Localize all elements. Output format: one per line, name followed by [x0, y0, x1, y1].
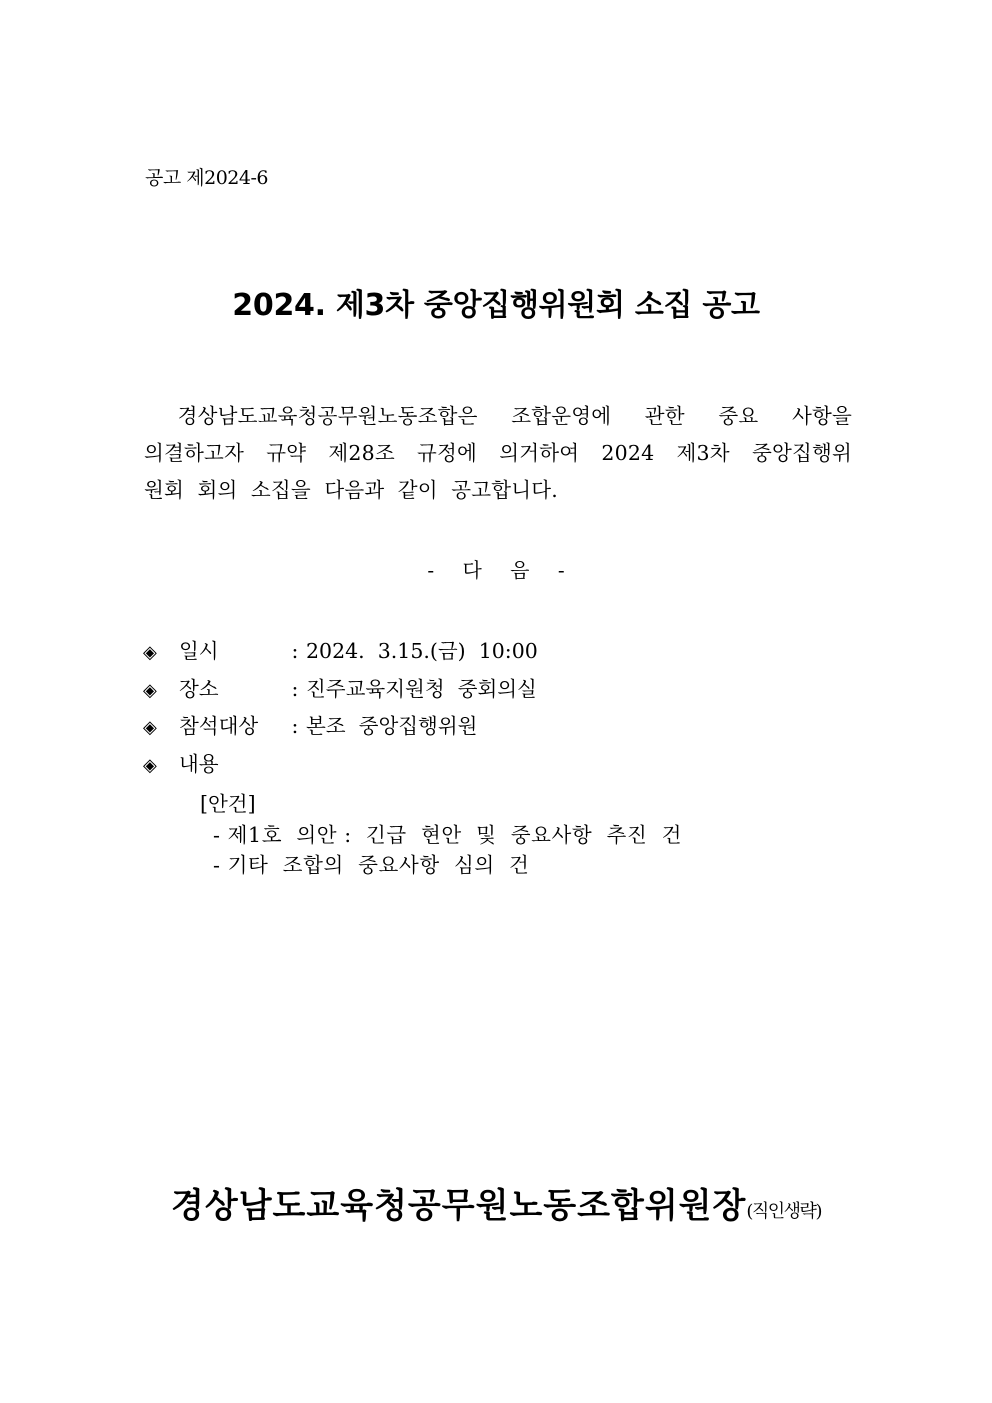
- signature-line: [0, 1178, 992, 1227]
- notice-number: 공고 제2024-6: [145, 167, 268, 189]
- detail-label: 일시: [179, 639, 219, 663]
- detail-row-datetime: [143, 634, 538, 672]
- agenda-heading: [안건]: [200, 792, 256, 816]
- detail-colon: :: [291, 639, 299, 663]
- diamond-bullet-icon: ◈: [143, 642, 157, 663]
- agenda-section: [200, 787, 682, 878]
- body-paragraph: [144, 398, 852, 509]
- diamond-bullet-icon: ◈: [143, 717, 157, 738]
- body-line: 경상남도교육청공무원노동조합은 조합운영에 관한 중요 사항을: [144, 404, 852, 428]
- detail-value: 본조 중앙집행위원: [306, 714, 478, 738]
- detail-label: 참석대상: [179, 714, 259, 738]
- detail-label: 내용: [179, 751, 219, 776]
- body-line: 원회 회의 소집을 다음과 같이 공고합니다.: [144, 478, 558, 502]
- diamond-bullet-icon: ◈: [143, 754, 157, 776]
- detail-value: 진주교육지원청 중회의실: [306, 676, 537, 701]
- signatory-name: 경상남도교육청공무원노동조합위원장: [171, 1186, 747, 1226]
- agenda-item: - 제1호 의안 : 긴급 현안 및 중요사항 추진 건: [213, 823, 682, 847]
- detail-colon: :: [291, 714, 299, 738]
- detail-label: 장소: [179, 676, 219, 701]
- detail-colon: :: [291, 676, 299, 701]
- body-line: 의결하고자 규약 제28조 규정에 의거하여 2024 제3차 중앙집행위: [144, 441, 852, 465]
- detail-row-location: [143, 672, 538, 710]
- seal-omitted-note: (직인생략): [746, 1201, 821, 1222]
- diamond-bullet-icon: ◈: [143, 679, 157, 701]
- details-list: [143, 634, 538, 784]
- separator-heading: - 다 음 -: [427, 558, 565, 582]
- agenda-item: - 기타 조합의 중요사항 심의 건: [213, 853, 530, 877]
- detail-row-attendees: [143, 709, 538, 747]
- document-title: 2024. 제3차 중앙집행위원회 소집 공고: [232, 288, 760, 323]
- detail-row-contents: [143, 747, 538, 785]
- detail-value: 2024. 3.15.(금) 10:00: [306, 639, 538, 663]
